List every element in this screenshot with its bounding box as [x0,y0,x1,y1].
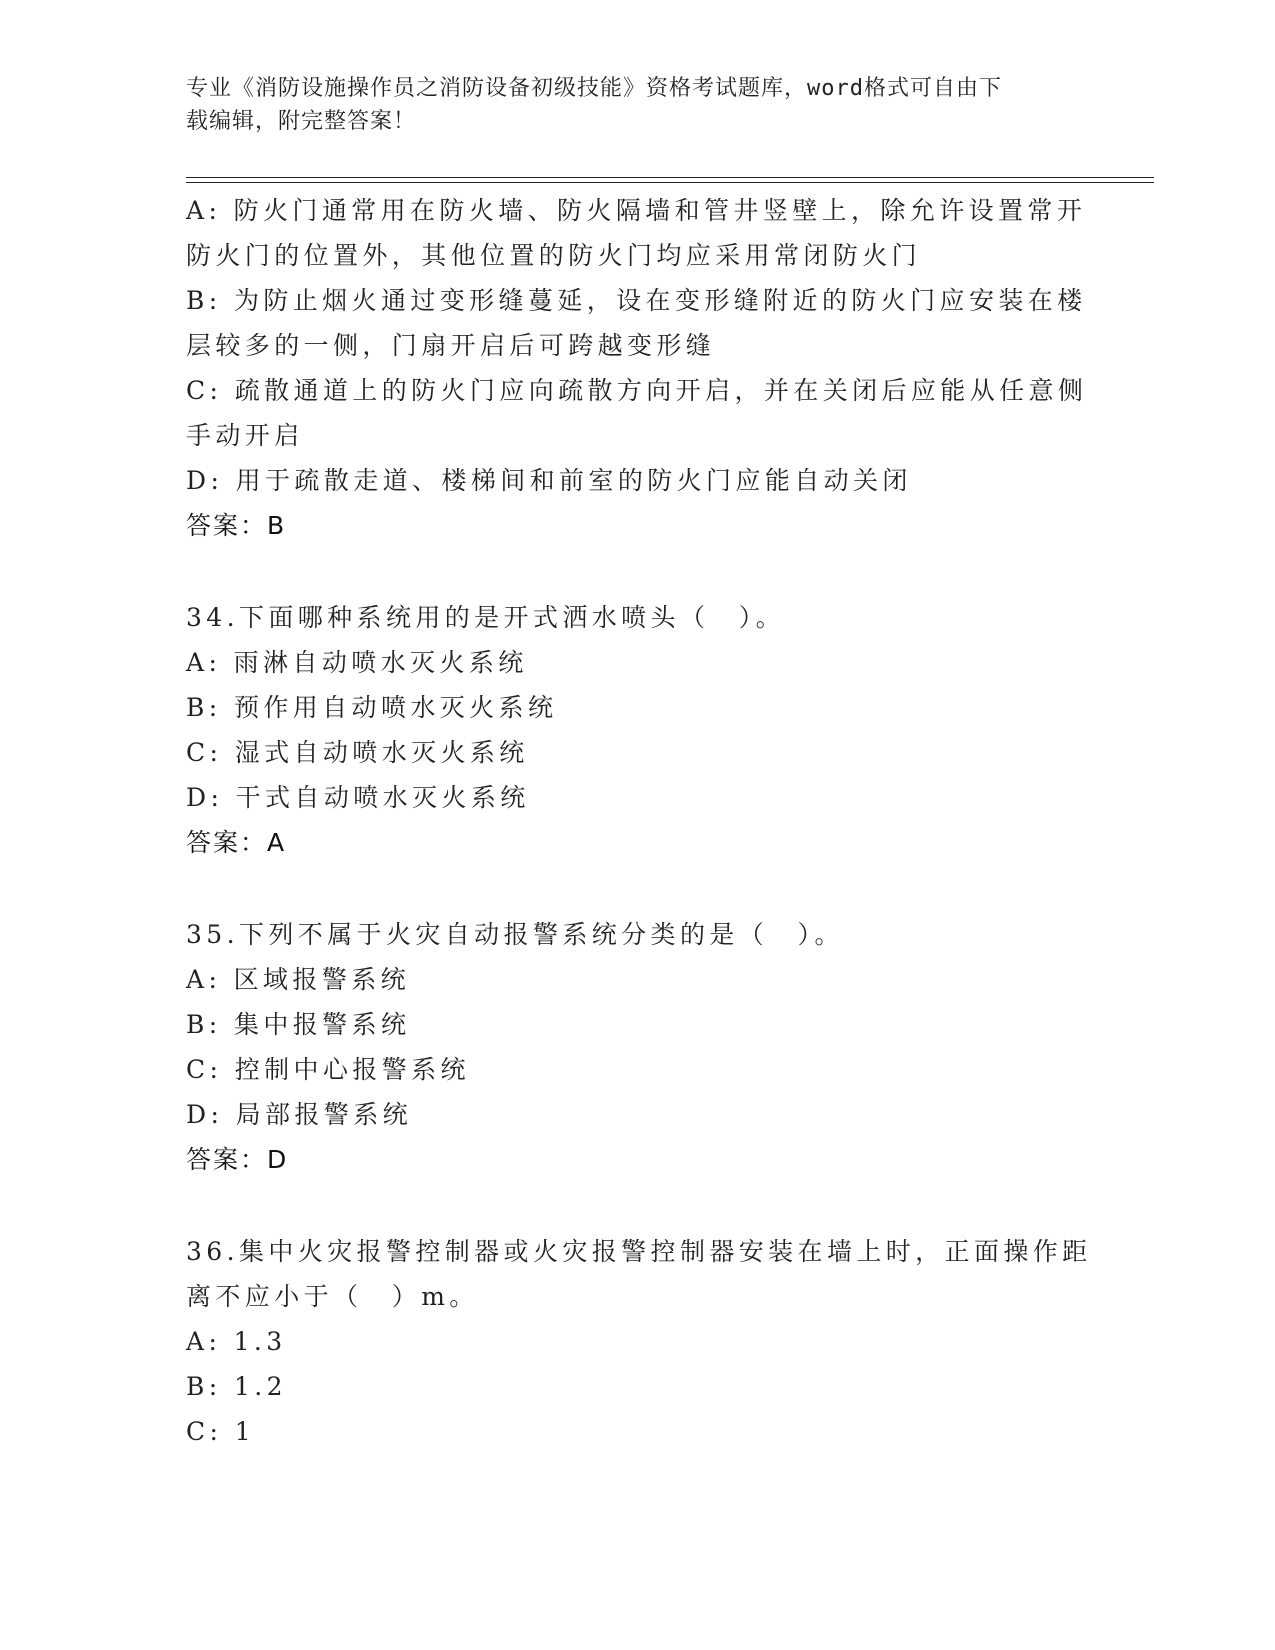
header-line-1: 专业《消防设施操作员之消防设备初级技能》资格考试题库，word格式可自由下 [186,76,1002,101]
option-b-continued: 层较多的一侧，门扇开启后可跨越变形缝 [186,331,716,360]
question-list [186,188,1092,1454]
option-a: A: 雨淋自动喷水灭火系统 [186,648,528,677]
option-a: A: 区域报警系统 [186,965,411,994]
spacer [186,1182,1086,1229]
question-block-prev [186,188,1086,548]
spacer [186,548,1086,595]
spacer [186,865,1086,912]
option-b: B: 为防止烟火通过变形缝蔓延，设在变形缝附近的防火门应安装在楼 [186,286,1087,315]
option-c: C: 控制中心报警系统 [186,1055,470,1084]
option-d: D: 干式自动喷水灭火系统 [186,783,530,812]
option-d: D: 局部报警系统 [186,1100,413,1129]
header-divider [186,177,1154,183]
option-c: C: 疏散通道上的防火门应向疏散方向开启，并在关闭后应能从任意侧 [186,376,1088,405]
option-d: D: 用于疏散走道、楼梯间和前室的防火门应能自动关闭 [186,466,912,495]
option-b: B: 预作用自动喷水灭火系统 [186,693,558,722]
option-a: A: 防火门通常用在防火墙、防火隔墙和管井竖壁上，除允许设置常开 [186,196,1087,225]
answer-label: 答案：B [186,511,287,540]
question-block-34 [186,595,1086,865]
question-stem: 34.下面哪种系统用的是开式洒水喷头（ ）。 [186,603,786,632]
option-b: B: 集中报警系统 [186,1010,411,1039]
question-stem: 36.集中火灾报警控制器或火灾报警控制器安装在墙上时，正面操作距 [186,1237,1092,1266]
question-stem: 35.下列不属于火灾自动报警系统分类的是（ ）。 [186,920,844,949]
option-a-continued: 防火门的位置外，其他位置的防火门均应采用常闭防火门 [186,241,922,270]
question-block-35 [186,912,1086,1182]
option-c: C: 1 [186,1417,256,1446]
header-line-2: 载编辑，附完整答案！ [186,109,417,134]
answer-label: 答案：D [186,1145,289,1174]
answer-label: 答案：A [186,828,287,857]
option-b: B: 1.2 [186,1372,287,1401]
option-c: C: 湿式自动喷水灭火系统 [186,738,529,767]
option-c-continued: 手动开启 [186,421,304,450]
option-a: A: 1.3 [186,1327,287,1356]
question-block-36 [186,1229,1092,1454]
question-stem-continued: 离不应小于（ ）m。 [186,1282,479,1311]
document-header [186,72,1066,138]
